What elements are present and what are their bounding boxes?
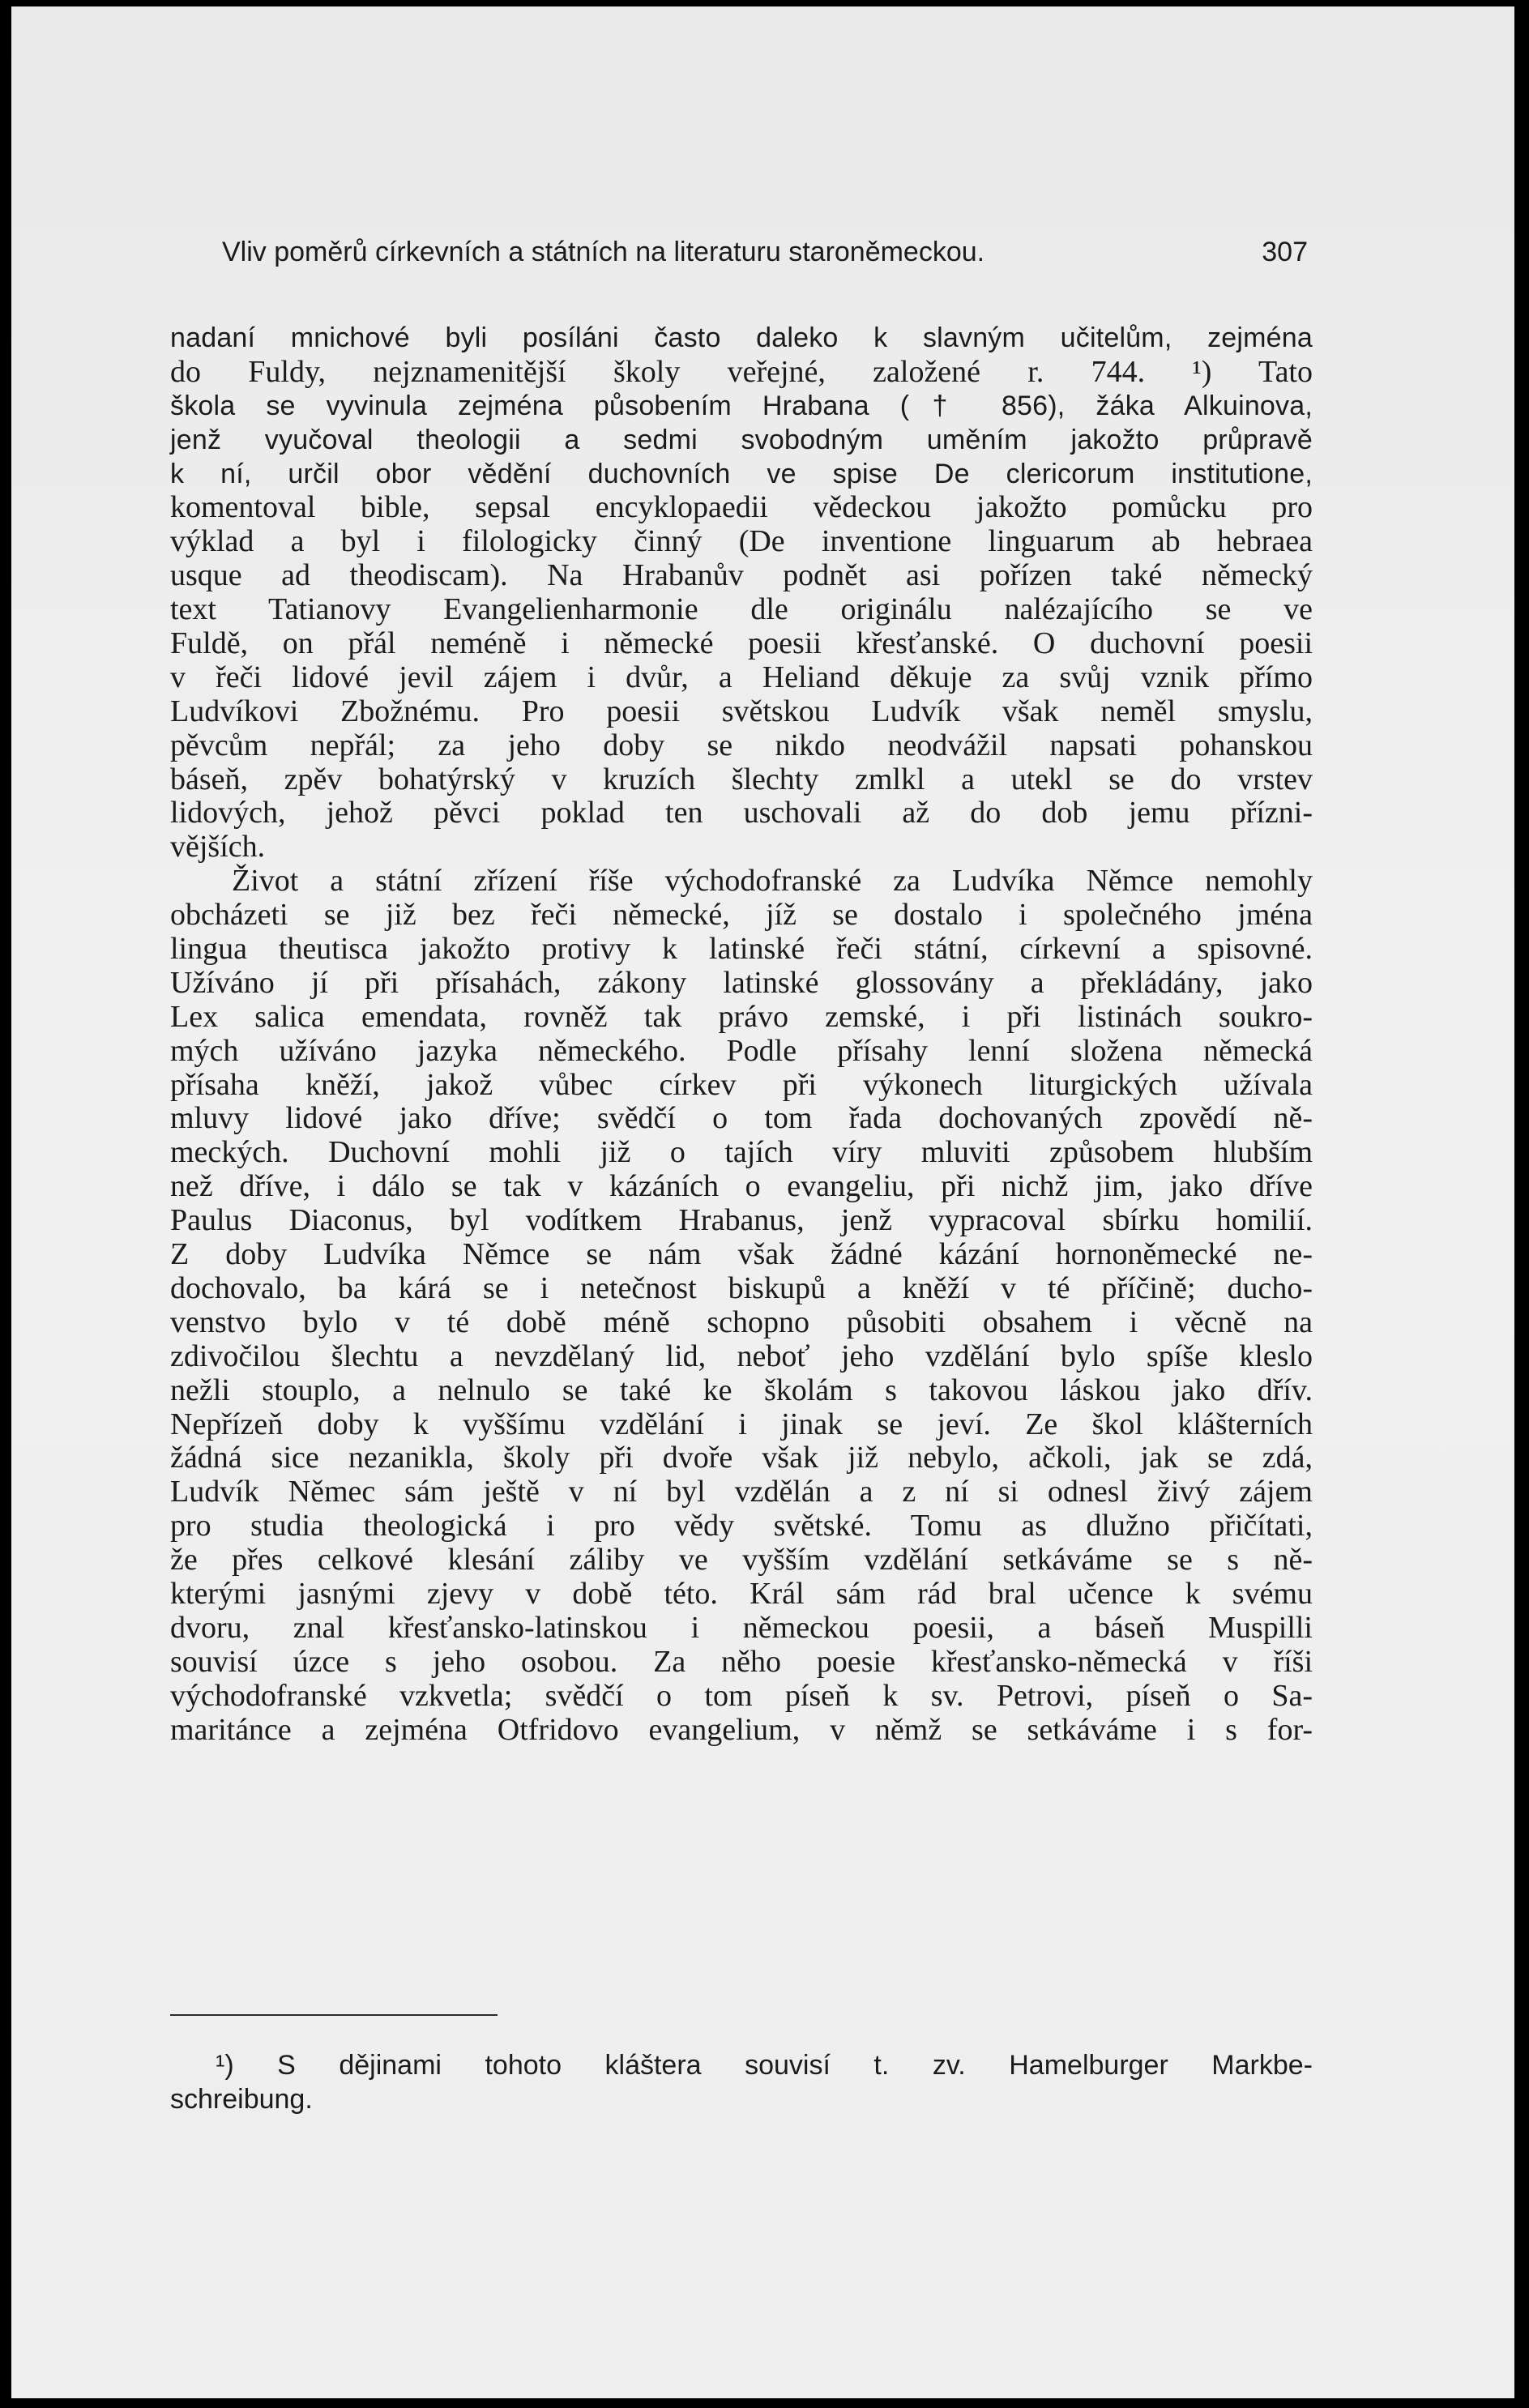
text-line: přísaha kněží, jakož vůbec církev při výkonech liturgických užívala bbox=[170, 1067, 1313, 1102]
text-line: do Fuldy, nejznamenitější školy veřejné, založené r. 744. ¹) Tato bbox=[170, 354, 1313, 389]
text-line: východofranské vzkvetla; svědčí o tom píseň k sv. Petrovi, píseň o Sa- bbox=[170, 1678, 1313, 1713]
text-line: mluvy lidové jako dříve; svědčí o tom řada dochovaných zpovědí ně- bbox=[170, 1101, 1313, 1136]
text-line: Lex salica emendata, rovněž tak právo zemské, i při listinách soukro- bbox=[170, 999, 1313, 1034]
text-line: Fuldě, on přál neméně i německé poesii křesťanské. O duchovní poesii bbox=[170, 626, 1313, 661]
text-line: venstvo bylo v té době méně schopno působiti obsahem i věcně na bbox=[170, 1304, 1313, 1339]
text-line: dvoru, znal křesťansko-latinskou i německou poesii, a báseň Muspilli bbox=[170, 1610, 1313, 1645]
body-text bbox=[170, 322, 1313, 1747]
text-line: obcházeti se již bez řeči německé, jíž se dostalo i společného jména bbox=[170, 898, 1313, 933]
book-page bbox=[11, 6, 1514, 2398]
text-line: Život a státní zřízení říše východofranské za Ludvíka Němce nemohly bbox=[232, 864, 1313, 899]
text-line: výklad a byl i filologicky činný (De inventione linguarum ab hebraea bbox=[170, 524, 1313, 559]
text-line: Paulus Diaconus, byl vodítkem Hrabanus, jenž vypracoval sbírku homilií. bbox=[170, 1203, 1313, 1238]
text-line: žádná sice nezanikla, školy při dvoře však již nebylo, ačkoli, jak se zdá, bbox=[170, 1441, 1313, 1475]
text-line: že přes celkové klesání záliby ve vyšším vzdělání setkáváme se s ně- bbox=[170, 1543, 1313, 1578]
text-line: Ludvíkovi Zbožnému. Pro poesii světskou Ludvík však neměl smyslu, bbox=[170, 694, 1313, 728]
text-line: škola se vyvinula zejména působením Hrabana († 856), žáka Alkuinova, bbox=[170, 390, 1313, 421]
text-line: text Tatianovy Evangelienharmonie dle originálu nalézajícího se ve bbox=[170, 592, 1313, 627]
text-line: komentoval bible, sepsal encyklopaedii vědeckou jakožto pomůcku pro bbox=[170, 490, 1313, 525]
footnote-line: ¹) S dějinami tohoto kláštera souvisí t. zv. Hamelburger Markbe- bbox=[216, 2050, 1313, 2081]
text-line: jenž vyučoval theologii a sedmi svobodným uměním jakožto průpravě bbox=[170, 424, 1313, 455]
text-line: báseň, zpěv bohatýrský v kruzích šlechty zmlkl a utekl se do vrstev bbox=[170, 762, 1313, 796]
text-line: pro studia theologická i pro vědy světské. Tomu as dlužno přičítati, bbox=[170, 1509, 1313, 1543]
text-line: pěvcům nepřál; za jeho doby se nikdo neodvážil napsati pohanskou bbox=[170, 728, 1313, 762]
text-line: Z doby Ludvíka Němce se nám však žádné kázání hornoněmecké ne- bbox=[170, 1237, 1313, 1272]
text-line: lidových, jehož pěvci poklad ten uschovali až do dob jemu přízni- bbox=[170, 796, 1313, 830]
footnote bbox=[170, 2048, 1313, 2116]
text-line: než dříve, i dálo se tak v kázáních o evangeliu, při nichž jim, jako dříve bbox=[170, 1169, 1313, 1204]
text-line: meckých. Duchovní mohli již o tajích víry mluviti způsobem hlubším bbox=[170, 1135, 1313, 1170]
footnote-divider bbox=[170, 2014, 498, 2016]
text-line: nadaní mnichové byli posíláni často daleko k slavným učitelům, zejména bbox=[170, 322, 1313, 353]
text-line: Ludvík Němec sám ještě v ní byl vzdělán a z ní si odnesl živý zájem bbox=[170, 1475, 1313, 1509]
text-line: nežli stouplo, a nelnulo se také ke školám s takovou láskou jako dřív. bbox=[170, 1373, 1313, 1407]
text-line: kterými jasnými zjevy v době této. Král sám rád bral učence k svému bbox=[170, 1576, 1313, 1611]
text-line: dochovalo, ba kárá se i netečnost biskupů a kněží v té příčině; ducho- bbox=[170, 1270, 1313, 1305]
text-line: maritánce a zejména Otfridovo evangelium, v němž se setkáváme i s for- bbox=[170, 1712, 1313, 1747]
text-line: lingua theutisca jakožto protivy k latinské řeči státní, církevní a spisovné. bbox=[170, 932, 1313, 967]
text-line: zdivočilou šlechtu a nevzdělaný lid, neboť jeho vzdělání bylo spíše kleslo bbox=[170, 1338, 1313, 1373]
text-line: souvisí úzce s jeho osobou. Za něho poesie křesťansko-německá v říši bbox=[170, 1644, 1313, 1679]
text-line: Užíváno jí při přísahách, zákony latinské glossovány a překládány, jako bbox=[170, 965, 1313, 1000]
text-line: usque ad theodiscam). Na Hrabanův podnět asi pořízen také německý bbox=[170, 558, 1313, 593]
text-line: v řeči lidové jevil zájem i dvůr, a Heliand děkuje za svůj vznik přímo bbox=[170, 660, 1313, 694]
footnote-line: schreibung. bbox=[170, 2084, 313, 2115]
text-line: k ní, určil obor vědění duchovních ve spise De clericorum institutione, bbox=[170, 458, 1313, 489]
text-line: Nepřízeň doby k vyššímu vzdělání i jinak se jeví. Ze škol klášterních bbox=[170, 1407, 1313, 1441]
text-line: vějších. bbox=[170, 830, 266, 865]
header-title: Vliv poměrů církevních a státních na literaturu staroněmeckou. bbox=[222, 237, 985, 267]
text-line: mých užíváno jazyka německého. Podle přísahy lenní složena německá bbox=[170, 1033, 1313, 1068]
page-number: 307 bbox=[1262, 237, 1308, 267]
